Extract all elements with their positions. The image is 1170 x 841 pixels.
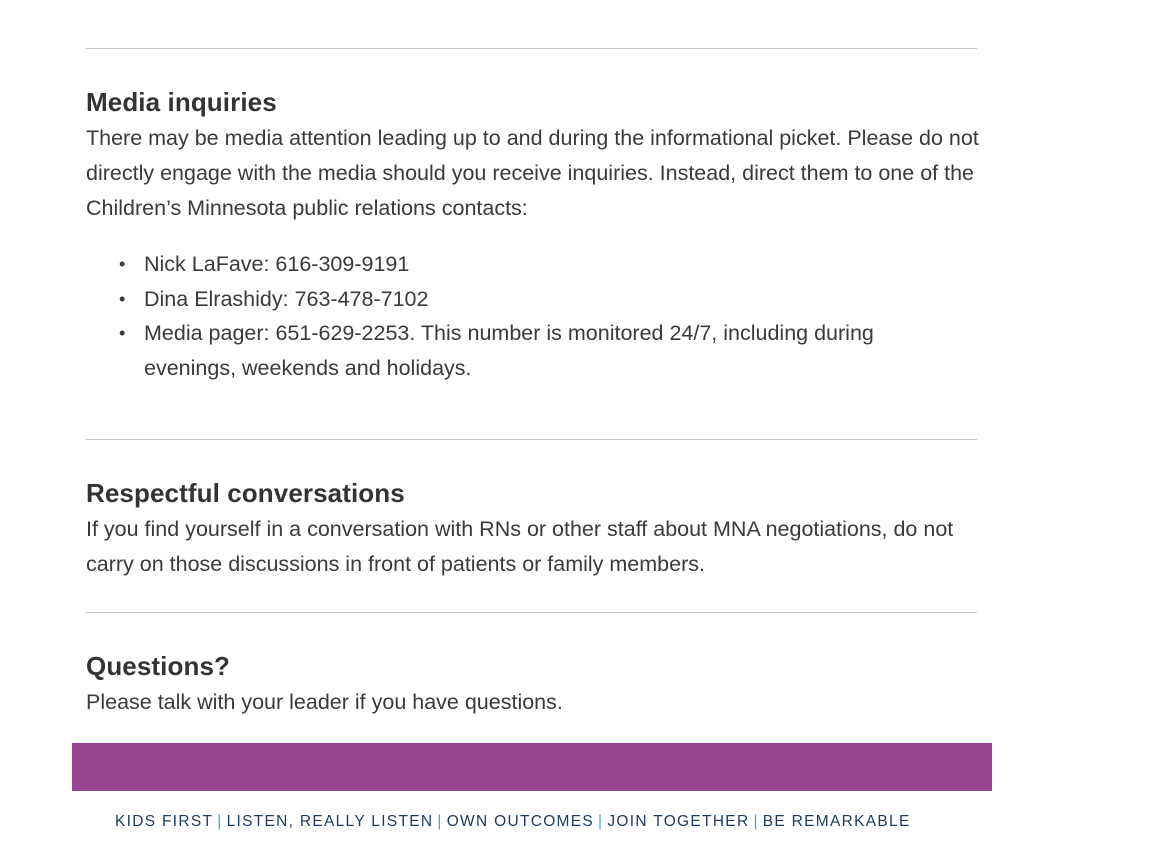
contact-text: Dina Elrashidy: 763-478-7102: [144, 286, 429, 311]
questions-section: [86, 650, 981, 720]
respectful-conversations-section: [86, 477, 981, 582]
values-separator: |: [437, 813, 443, 830]
respectful-conversations-body: If you find yourself in a conversation with RNs or other staff about MNA negotiations, do not carry on those discussions in front of patients or family members.: [86, 517, 954, 576]
contact-text: Nick LaFave: 616-309-9191: [144, 252, 410, 276]
list-item: [86, 247, 981, 282]
value-item: BE REMARKABLE: [762, 813, 911, 830]
media-inquiries-body: There may be media attention leading up to and during the informational picket. Please do not directly engage with the media should you receive inquiries. Instead, direct them to one of the Children’s Minnesota public relations contacts:: [86, 126, 979, 220]
section-divider: [86, 48, 977, 49]
list-item: [86, 282, 981, 317]
values-separator: |: [753, 813, 759, 830]
media-inquiries-heading: Media inquiries: [86, 87, 277, 117]
media-inquiries-section: [86, 86, 981, 385]
pr-contact-list: [86, 247, 981, 385]
questions-heading: Questions?: [86, 651, 231, 681]
value-item: JOIN TOGETHER: [607, 813, 750, 830]
list-item: [86, 316, 981, 385]
respectful-conversations-heading: Respectful conversations: [86, 478, 405, 508]
value-item: LISTEN, REALLY LISTEN: [226, 813, 434, 830]
section-divider: [86, 612, 977, 613]
bullet-icon: •: [119, 288, 126, 309]
section-divider: [86, 439, 977, 440]
value-item: KIDS FIRST: [115, 813, 214, 830]
questions-body: Please talk with your leader if you have questions.: [86, 690, 563, 714]
bullet-icon: •: [119, 254, 126, 274]
bullet-icon: •: [119, 323, 126, 343]
cropped-content-fragment: [148, 0, 288, 2]
values-separator: |: [217, 813, 223, 830]
values-separator: |: [598, 813, 604, 830]
value-item: OWN OUTCOMES: [446, 813, 595, 830]
contact-text: Media pager: 651-629-2253. This number is monitored 24/7, including during evenings, weekends and holidays.: [144, 321, 874, 380]
footer-color-bar: [72, 743, 992, 791]
